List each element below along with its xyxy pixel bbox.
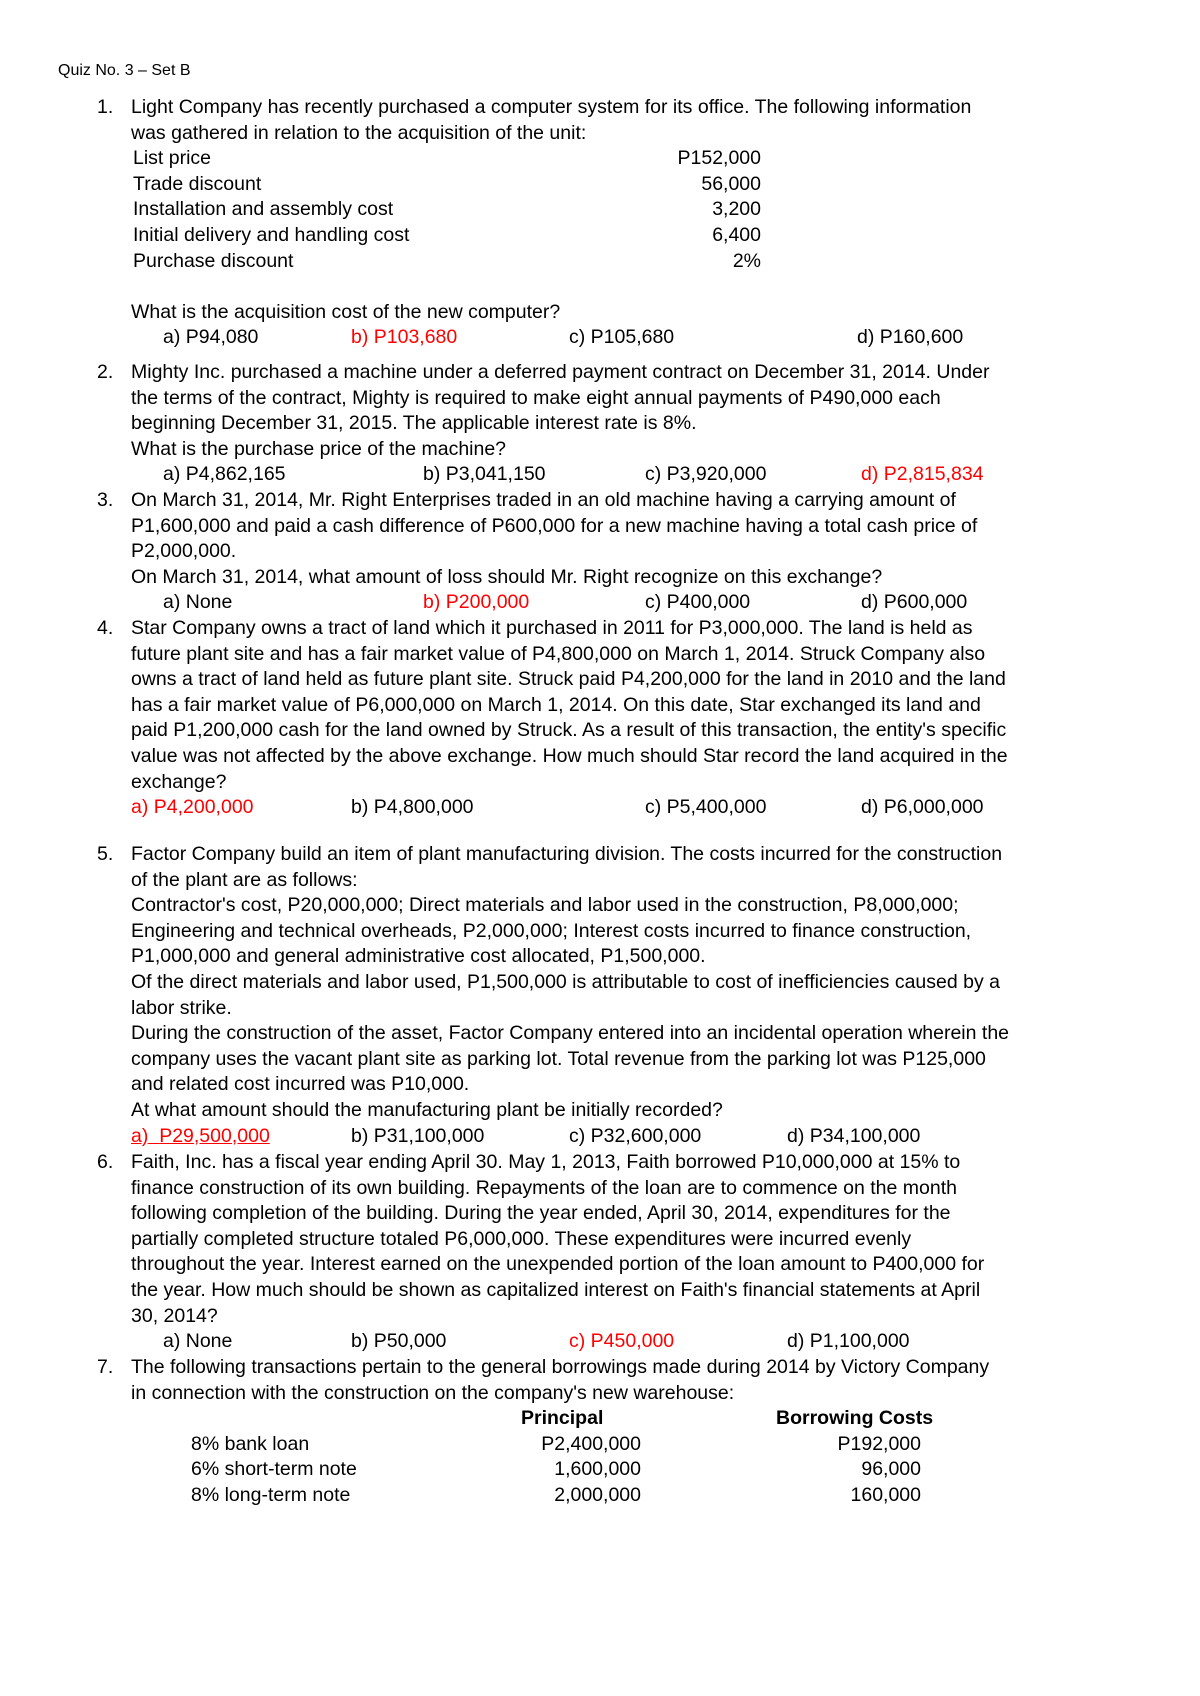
question-5	[97, 842, 1157, 1149]
question-text: Mighty Inc. purchased a machine under a deferred payment contract on December 31, 2014. Under	[131, 361, 990, 383]
choice-d: d) P600,000	[861, 591, 968, 614]
choice-b: b) P50,000	[351, 1330, 447, 1353]
question-text: Of the direct materials and labor used, P1,500,000 is attributable to cost of inefficiencies caused by a	[131, 970, 1000, 993]
item-label: Installation and assembly cost	[133, 198, 394, 221]
question-text: Contractor's cost, P20,000,000; Direct materials and labor used in the construction, P8,000,000;	[131, 894, 959, 917]
question-number: 6.	[97, 1151, 114, 1173]
page-title: Quiz No. 3 – Set B	[58, 62, 191, 79]
answer-choices	[131, 325, 1157, 351]
table-row	[131, 1483, 1157, 1509]
question-text: Star Company owns a tract of land which it purchased in 2011 for P3,000,000. The land is held as	[131, 617, 973, 639]
question-text: At what amount should the manufacturing plant be initially recorded?	[131, 1098, 723, 1121]
choice-b: b) P31,100,000	[351, 1124, 485, 1147]
choice-a	[131, 1124, 270, 1150]
question-1	[97, 95, 1157, 351]
question-text: On March 31, 2014, what amount of loss should Mr. Right recognize on this exchange?	[131, 565, 883, 588]
item-label: Purchase discount	[133, 249, 294, 272]
answer-choices	[131, 1329, 1157, 1355]
item-value: 3,200	[712, 198, 761, 221]
loan-label: 6% short-term note	[191, 1458, 357, 1481]
item-value: 2%	[732, 249, 761, 272]
choice-a: a) P4,862,165	[163, 463, 286, 486]
item-value: 6,400	[712, 223, 761, 246]
choice-d: d) P1,100,000	[787, 1330, 910, 1353]
table-row	[131, 249, 1157, 275]
question-text: owns a tract of land held as future plant site. Struck paid P4,200,000 for the land in 2010 and the land	[131, 668, 1006, 691]
question-4	[97, 616, 1157, 821]
answer-choices	[131, 795, 1157, 821]
question-2	[97, 360, 1157, 488]
question-text: company uses the vacant plant site as parking lot. Total revenue from the parking lot was P125,000	[131, 1047, 986, 1070]
question-text: throughout the year. Interest earned on the unexpended portion of the loan amount to P400,000 for	[131, 1253, 985, 1276]
borrowing-cost-value: 160,000	[850, 1483, 921, 1506]
question-text: partially completed structure totaled P6,000,000. These expenditures were incurred evenly	[131, 1227, 912, 1250]
question-text: the terms of the contract, Mighty is required to make eight annual payments of P490,000 each	[131, 386, 941, 409]
question-text: beginning December 31, 2015. The applicable interest rate is 8%.	[131, 412, 697, 435]
question-number: 3.	[97, 489, 114, 511]
borrowing-cost-value: P192,000	[837, 1432, 921, 1455]
question-text: On March 31, 2014, Mr. Right Enterprises traded in an old machine having a carrying amount of	[131, 489, 956, 511]
item-value: P152,000	[677, 147, 761, 170]
question-text: During the construction of the asset, Factor Company entered into an incidental operation wherein the	[131, 1022, 1010, 1045]
table-row	[131, 146, 1157, 172]
choice-c: c) P105,680	[569, 326, 675, 349]
principal-value: 2,000,000	[554, 1483, 641, 1506]
choice-c: c) P5,400,000	[645, 796, 767, 819]
column-header-principal: Principal	[521, 1407, 604, 1430]
choice-a: a) None	[163, 1330, 233, 1353]
question-text: finance construction of its own building. Repayments of the loan are to commence on the month	[131, 1176, 957, 1199]
choice-a: a) None	[163, 591, 233, 614]
question-number: 4.	[97, 617, 114, 639]
choice-c: c) P450,000	[569, 1330, 675, 1353]
choice-b: b) P103,680	[351, 326, 458, 349]
item-value: 56,000	[701, 172, 761, 195]
table-row	[131, 1432, 1157, 1458]
choice-b: b) P200,000	[423, 591, 530, 614]
borrowing-cost-value: 96,000	[861, 1458, 921, 1481]
question-text: Engineering and technical overheads, P2,000,000; Interest costs incurred to finance construction,	[131, 919, 972, 942]
item-label: Initial delivery and handling cost	[133, 223, 410, 246]
choice-c: c) P32,600,000	[569, 1124, 702, 1147]
question-text: and related cost incurred was P10,000.	[131, 1073, 470, 1096]
question-text: future plant site and has a fair market value of P4,800,000 on March 1, 2014. Struck Company also	[131, 642, 986, 665]
table-row	[131, 223, 1157, 249]
column-header-borrowing-costs: Borrowing Costs	[776, 1407, 934, 1430]
question-text: 30, 2014?	[131, 1304, 218, 1327]
question-text: P1,600,000 and paid a cash difference of P600,000 for a new machine having a total cash price of	[131, 514, 978, 537]
question-number: 7.	[97, 1356, 114, 1378]
question-text: The following transactions pertain to the general borrowings made during 2014 by Victory Company	[131, 1356, 990, 1378]
loan-label: 8% bank loan	[191, 1432, 310, 1455]
loan-label: 8% long-term note	[191, 1483, 351, 1506]
question-text: in connection with the construction on the company's new warehouse:	[131, 1381, 735, 1404]
question-text: was gathered in relation to the acquisition of the unit:	[131, 121, 587, 144]
choice-c: c) P3,920,000	[645, 463, 767, 486]
question-number: 1.	[97, 96, 114, 118]
choice-d: d) P160,600	[857, 326, 964, 349]
answer-choices	[131, 590, 1157, 616]
choice-a-letter: a)	[131, 1124, 149, 1147]
question-text: exchange?	[131, 770, 227, 793]
question-7	[97, 1355, 1157, 1509]
question-text: of the plant are as follows:	[131, 868, 358, 891]
question-text: paid P1,200,000 cash for the land owned by Struck. As a result of this transaction, the entity's specific	[131, 719, 1007, 742]
choice-a-value: P29,500,000	[159, 1124, 270, 1147]
table-row	[131, 1457, 1157, 1483]
question-number: 5.	[97, 843, 114, 865]
question-text: following completion of the building. During the year ended, April 30, 2014, expenditures for the	[131, 1202, 951, 1225]
choice-a: a) P94,080	[163, 326, 259, 349]
choice-b: b) P3,041,150	[423, 463, 546, 486]
question-text: labor strike.	[131, 996, 232, 1019]
question-3	[97, 488, 1157, 616]
choice-a: a) P4,200,000	[131, 796, 254, 819]
question-text: Light Company has recently purchased a computer system for its office. The following information	[131, 96, 972, 118]
question-6	[97, 1150, 1157, 1355]
question-text: Factor Company build an item of plant manufacturing division. The costs incurred for the construction	[131, 843, 1003, 865]
answer-choices	[131, 462, 1157, 488]
question-text: What is the acquisition cost of the new computer?	[131, 300, 561, 323]
question-text: value was not affected by the above exchange. How much should Star record the land acquired in the	[131, 744, 1008, 767]
question-text: Faith, Inc. has a fiscal year ending April 30. May 1, 2013, Faith borrowed P10,000,000 at 15% to	[131, 1151, 961, 1173]
table-row	[131, 197, 1157, 223]
item-label: List price	[133, 147, 212, 170]
principal-value: P2,400,000	[541, 1432, 641, 1455]
table-header	[131, 1406, 1157, 1432]
question-text: P1,000,000 and general administrative cost allocated, P1,500,000.	[131, 945, 706, 968]
choice-d: d) P6,000,000	[861, 796, 984, 819]
question-number: 2.	[97, 361, 114, 383]
table-row	[131, 172, 1157, 198]
choice-d: d) P2,815,834	[861, 463, 984, 486]
question-text: P2,000,000.	[131, 540, 237, 563]
choice-d: d) P34,100,000	[787, 1124, 921, 1147]
choice-c: c) P400,000	[645, 591, 751, 614]
item-label: Trade discount	[133, 172, 262, 195]
question-text: What is the purchase price of the machine?	[131, 437, 507, 460]
principal-value: 1,600,000	[554, 1458, 641, 1481]
answer-choices	[131, 1124, 1157, 1150]
question-text: the year. How much should be shown as capitalized interest on Faith's financial statements at April	[131, 1278, 981, 1301]
choice-b: b) P4,800,000	[351, 796, 474, 819]
question-text: has a fair market value of P6,000,000 on March 1, 2014. On this date, Star exchanged its land and	[131, 693, 981, 716]
